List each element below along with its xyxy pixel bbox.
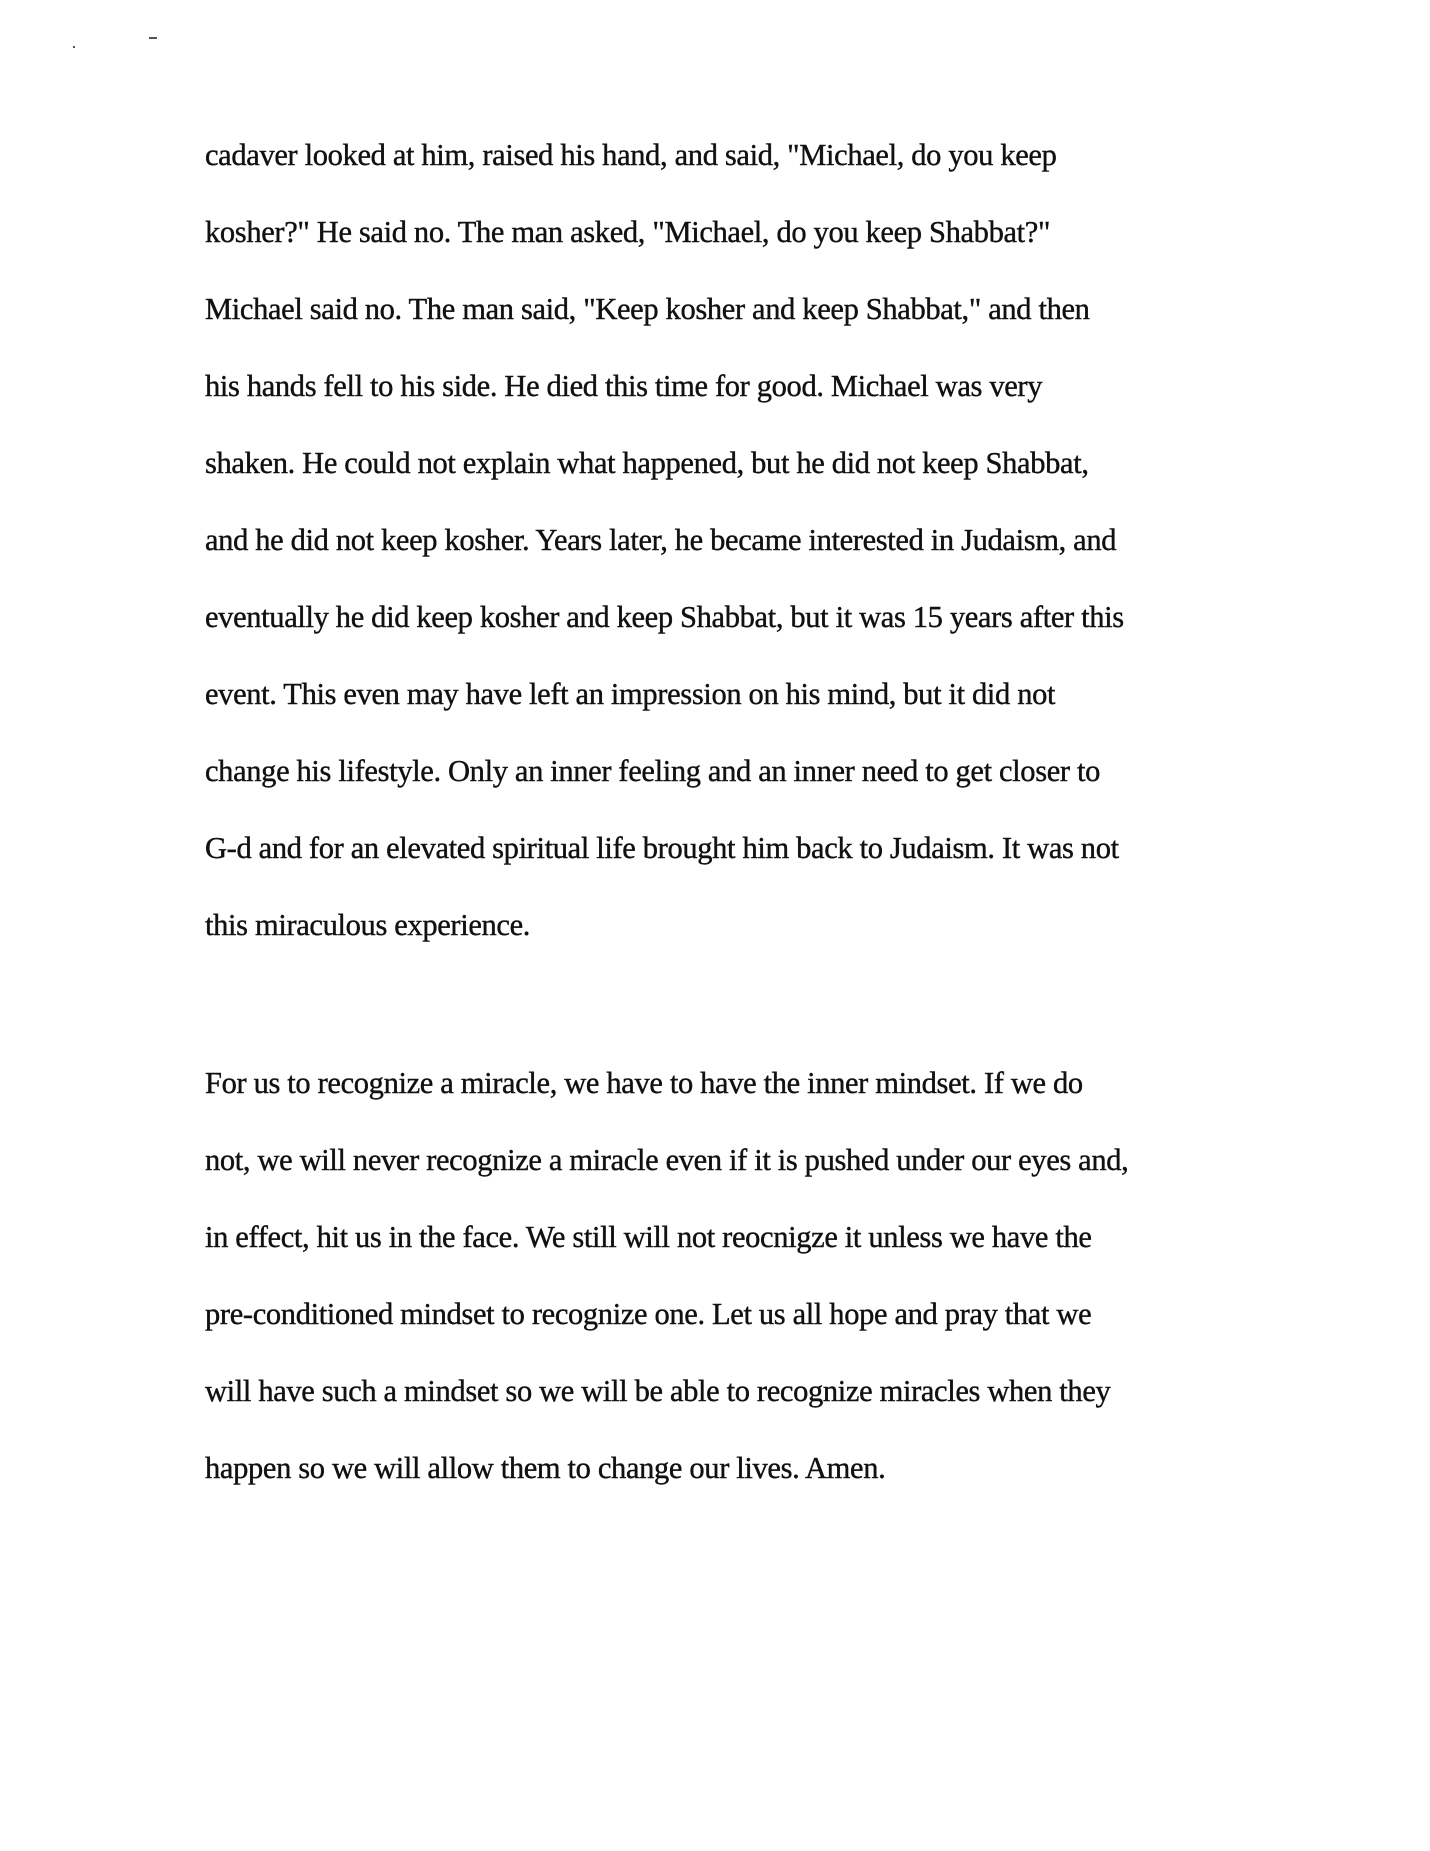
text-line: his hands fell to his side. He died this time for good. Michael was very (205, 369, 1043, 403)
text-line: For us to recognize a miracle, we have to have the inner mindset. If we do (205, 1066, 1083, 1100)
scan-dash (149, 37, 157, 39)
text-line: will have such a mindset so we will be able to recognize miracles when they (205, 1374, 1111, 1408)
text-line: happen so we will allow them to change our lives. Amen. (205, 1451, 886, 1485)
text-line: G-d and for an elevated spiritual life brought him back to Judaism. It was not (205, 831, 1119, 865)
text-line: Michael said no. The man said, "Keep kosher and keep Shabbat," and then (205, 292, 1090, 326)
paragraph-conclusion (205, 1045, 1128, 1507)
text-line: event. This even may have left an impression on his mind, but it did not (205, 677, 1056, 711)
scan-speck (73, 46, 75, 48)
paragraph-story (205, 117, 1124, 964)
text-line: eventually he did keep kosher and keep Shabbat, but it was 15 years after this (205, 600, 1124, 634)
text-line: change his lifestyle. Only an inner feeling and an inner need to get closer to (205, 754, 1101, 788)
text-line: pre-conditioned mindset to recognize one. Let us all hope and pray that we (205, 1297, 1092, 1331)
text-line: in effect, hit us in the face. We still will not reocnigze it unless we have the (205, 1220, 1092, 1254)
text-line: not, we will never recognize a miracle even if it is pushed under our eyes and, (205, 1143, 1129, 1177)
text-line: and he did not keep kosher. Years later, he became interested in Judaism, and (205, 523, 1117, 557)
text-line: kosher?" He said no. The man asked, "Michael, do you keep Shabbat?" (205, 215, 1051, 249)
text-line: this miraculous experience. (205, 908, 531, 942)
text-line: shaken. He could not explain what happened, but he did not keep Shabbat, (205, 446, 1089, 480)
text-line: cadaver looked at him, raised his hand, and said, "Michael, do you keep (205, 138, 1057, 172)
